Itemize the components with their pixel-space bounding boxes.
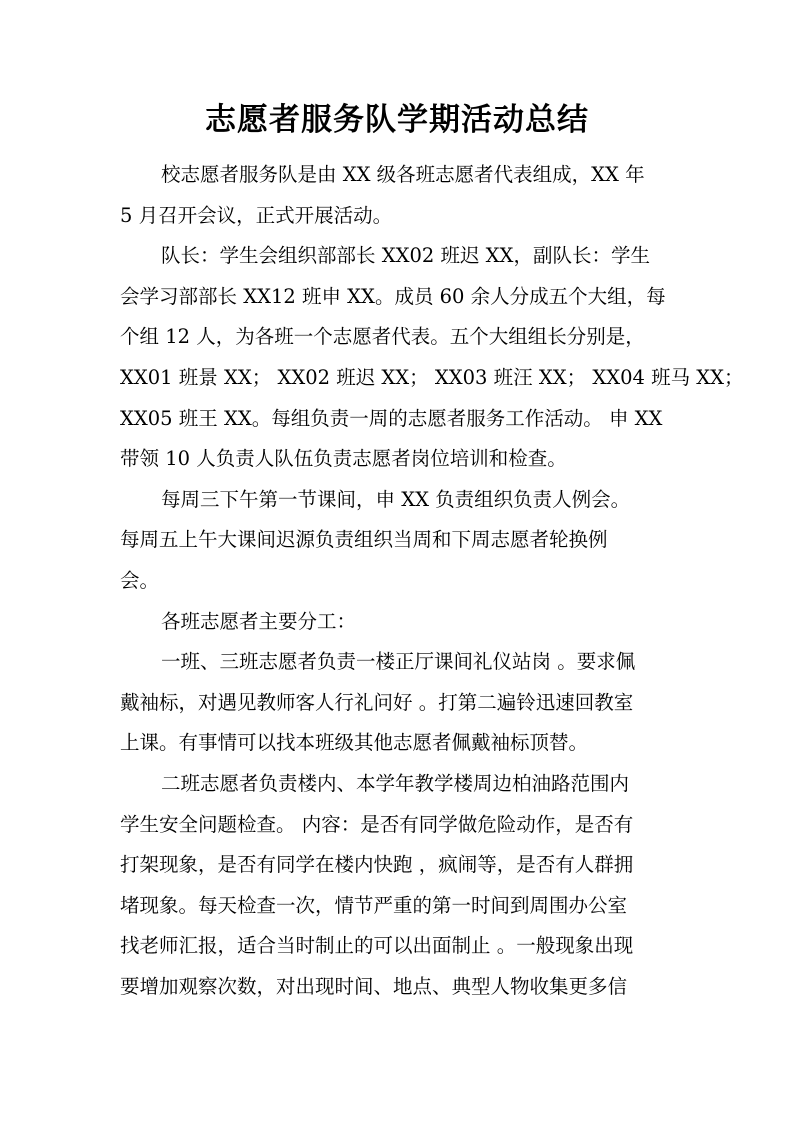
text-line: 带领 10 人负责人队伍负责志愿者岗位培训和检查。 bbox=[120, 447, 567, 471]
text-line: 要增加观察次数，对出现时间、地点、典型人物收集更多信 bbox=[120, 974, 628, 998]
text-line: 会学习部部长 XX12 班申 XX。成员 60 余人分成五个大组，每 bbox=[120, 284, 666, 308]
text-line: 上课。有事情可以找本班级其他志愿者佩戴袖标顶替。 bbox=[120, 731, 589, 755]
text-line: 各班志愿者主要分工： bbox=[161, 609, 357, 633]
text-line: 打架现象，是否有同学在楼内快跑 ，疯闹等，是否有人群拥 bbox=[120, 853, 634, 877]
document-body bbox=[120, 155, 744, 1007]
text-line: 校志愿者服务队是由 XX 级各班志愿者代表组成，XX 年 bbox=[161, 163, 645, 186]
document-title: 志愿者服务队学期活动总结 bbox=[205, 102, 589, 138]
text-line: 找老师汇报，适合当时制止的可以出面制止 。一般现象出现 bbox=[120, 934, 634, 958]
text-line: XX01 班景 XX； XX02 班迟 XX； XX03 班汪 XX； XX04 班马 XX； bbox=[120, 365, 744, 389]
text-line: XX05 班王 XX。每组负责一周的志愿者服务工作活动。 申 XX bbox=[120, 406, 663, 430]
text-line: 5 月召开会议，正式开展活动。 bbox=[120, 203, 393, 227]
text-line: 每周五上午大课间迟源负责组织当周和下周志愿者轮换例 bbox=[120, 528, 608, 552]
text-line: 二班志愿者负责楼内、本学年教学楼周边柏油路范围内 bbox=[161, 771, 630, 795]
text-line: 每周三下午第一节课间，申 XX 负责组织负责人例会。 bbox=[161, 487, 631, 511]
text-line: 学生安全问题检查。 内容：是否有同学做危险动作，是否有 bbox=[120, 812, 634, 836]
text-line: 戴袖标，对遇见教师客人行礼问好 。打第二遍铃迅速回教室 bbox=[120, 690, 634, 714]
text-line: 队长：学生会组织部部长 XX02 班迟 XX，副队长：学生 bbox=[161, 244, 650, 268]
text-line: 一班、三班志愿者负责一楼正厅课间礼仪站岗 。要求佩 bbox=[161, 650, 636, 674]
text-line: 会。 bbox=[120, 568, 160, 592]
text-line: 堵现象。每天检查一次，情节严重的第一时间到周围办公室 bbox=[120, 893, 628, 917]
text-line: 个组 12 人，为各班一个志愿者代表。五个大组组长分别是， bbox=[120, 325, 645, 349]
